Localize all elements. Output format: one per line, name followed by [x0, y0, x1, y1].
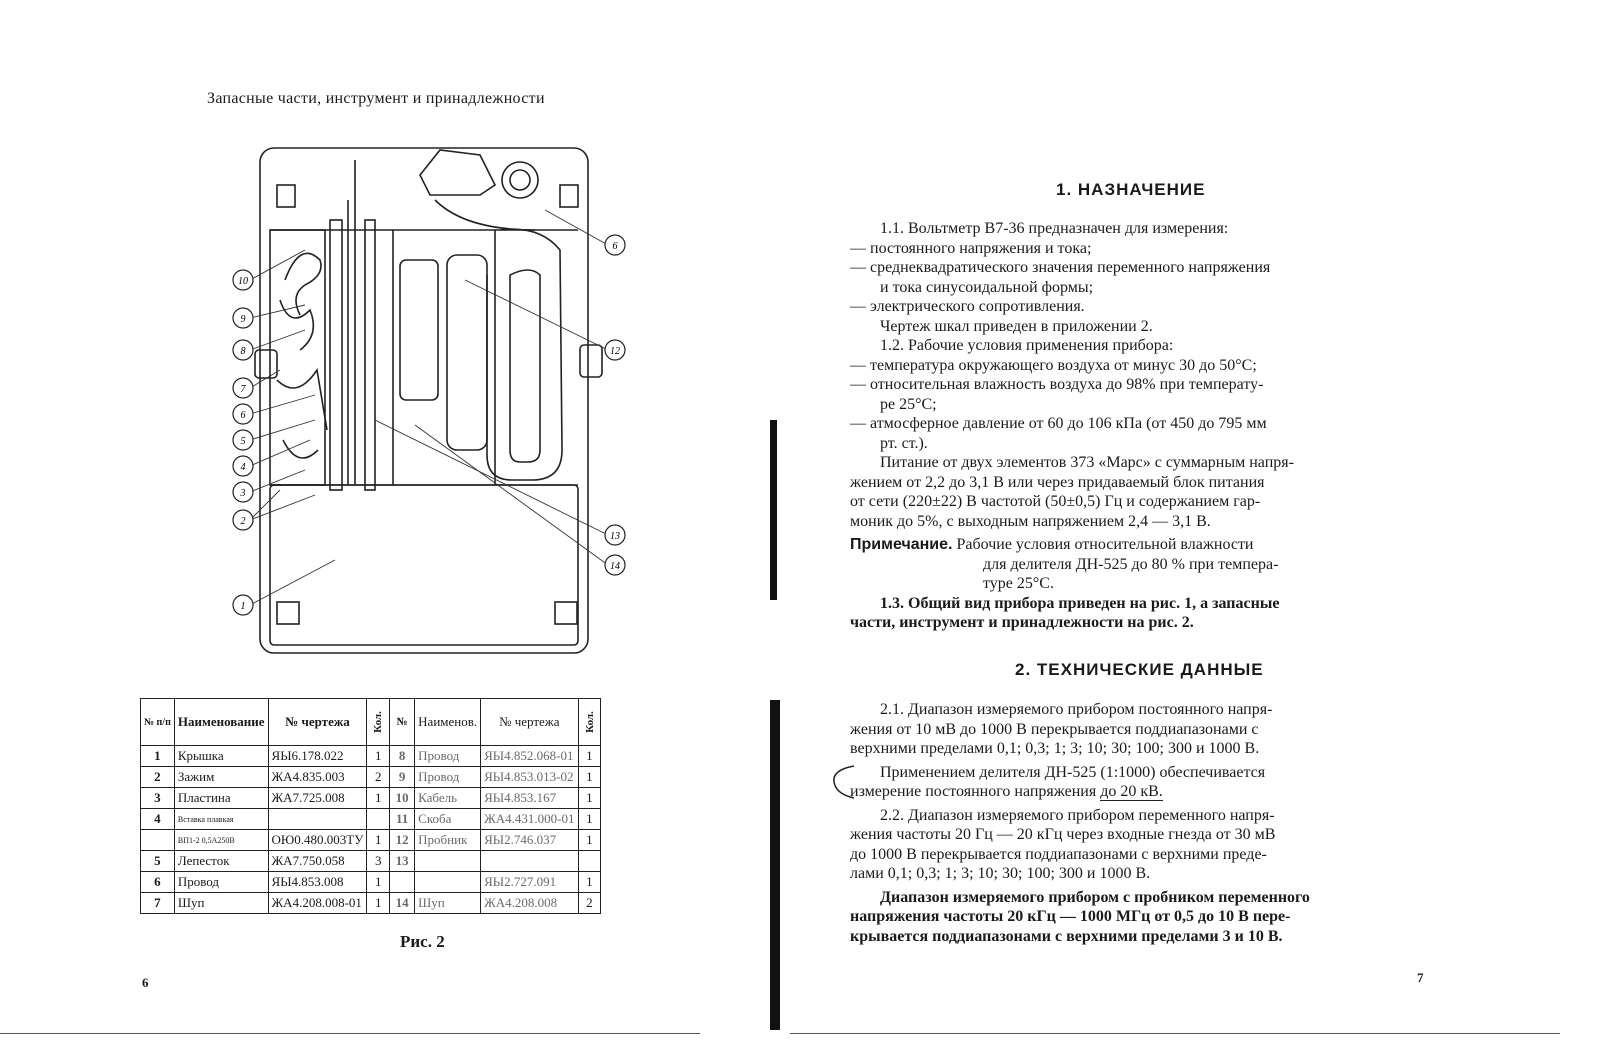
quantity: 2 [367, 767, 390, 788]
para-1-1: 1.1. Вольтметр В7-36 предназначен для измерения: [880, 220, 1229, 237]
section-1-title: 1. НАЗНАЧЕНИЕ [1056, 180, 1206, 199]
para-2-2-d: лами 0,1; 0,3; 1; 3; 10; 30; 100; 300 и 1000 В. [850, 865, 1151, 882]
callout-number: 13 [610, 531, 620, 542]
quantity-2: 1 [578, 830, 601, 851]
quantity: 1 [367, 872, 390, 893]
row-number-2: 14 [390, 893, 415, 914]
figure-caption: Рис. 2 [400, 932, 445, 951]
section-1-body [850, 219, 1430, 633]
part-name: Крышка [174, 746, 268, 767]
quantity-2: 1 [578, 872, 601, 893]
para-2-1-c: верхними пределами 0,1; 0,3; 1; 3; 10; 30; 100; 300 и 1000 В. [850, 740, 1260, 757]
part-name-2: Кабель [415, 788, 481, 809]
quantity-2: 2 [578, 893, 601, 914]
callout-number: 3 [240, 488, 246, 499]
dash-item-2-cont: и тока синусоидальной формы; [880, 278, 1094, 296]
para-2-1: 2.1. Диапазон измеряемого прибором постоянного напря- [880, 701, 1273, 718]
callout-number: 6 [240, 410, 246, 421]
row-number [141, 830, 175, 851]
para-2-2-b: жения частоты 20 Гц — 20 кГц через входные гнезда от 30 мВ [850, 826, 1276, 843]
table-row [141, 872, 601, 893]
quantity-2 [578, 851, 601, 872]
table-row [141, 893, 601, 914]
callout-number: 8 [240, 346, 246, 357]
note-text-1: Рабочие условия относительной влажности [956, 536, 1254, 553]
part-name: Лепесток [174, 851, 268, 872]
callout-number: 9 [240, 314, 246, 325]
callout-number: 1 [240, 601, 246, 612]
drawing-number: ЖА4.835.003 [268, 767, 367, 788]
quantity-2: 1 [578, 767, 601, 788]
callout-number: 12 [610, 346, 620, 357]
row-number: 2 [141, 767, 175, 788]
para-2-2-c: до 1000 В перекрывается поддиапазонами с верхними преде- [850, 845, 1267, 863]
row-number-2: 8 [390, 746, 415, 767]
drawing-number: ЖА7.725.008 [268, 788, 367, 809]
drawing-number-2: ЯЫ4.853.013-02 [481, 767, 578, 788]
left-page [0, 0, 780, 1059]
col-header-num: № п/п [141, 699, 175, 746]
para-2-2: 2.2. Диапазон измеряемого прибором переменного напря- [880, 806, 1275, 824]
section-2-body [850, 700, 1430, 946]
right-page [790, 0, 1600, 1059]
part-name-2: Скоба [415, 809, 481, 830]
spine-shadow [770, 420, 777, 600]
part-name-2: Пробник [415, 830, 481, 851]
part-name: Зажим [174, 767, 268, 788]
para-power-4: моник до 5%, с выходным напряжением 2,4 — 3,1 В. [850, 512, 1211, 530]
page-number-right: 7 [1417, 970, 1424, 985]
callout-number: 10 [238, 276, 248, 287]
note-line-3: туре 25°С. [983, 575, 1054, 592]
underlined-20kv: до 20 кВ. [1100, 783, 1163, 800]
row-number-2: 13 [390, 851, 415, 872]
col-header-drawing2: № чертежа [481, 699, 578, 746]
callout-number: 6 [612, 241, 618, 252]
drawing-number: ОЮ0.480.003ТУ [268, 830, 367, 851]
row-number: 6 [141, 872, 175, 893]
part-name-2 [415, 851, 481, 872]
para-power-1: Питание от двух элементов 373 «Марс» с суммарным напря- [880, 454, 1294, 471]
drawing-number-2: ЯЫ4.853.167 [481, 788, 578, 809]
col-header-qty: Кол. [367, 699, 390, 746]
drawing-number: ЖА7.750.058 [268, 851, 367, 872]
dash-item-5: — относительная влажность воздуха до 98% при температу- [850, 376, 1264, 393]
row-number-2: 12 [390, 830, 415, 851]
table-row [141, 809, 601, 830]
callout-number: 4 [240, 462, 246, 473]
page-number-left: 6 [142, 975, 149, 990]
callout-number: 2 [240, 516, 246, 527]
para-divider: Применением делителя ДН-525 (1:1000) обеспечивается [880, 763, 1266, 781]
part-name: ВП1-2 0,5А250В [174, 830, 268, 851]
quantity: 1 [367, 830, 390, 851]
part-name-2: Шуп [415, 893, 481, 914]
quantity [367, 809, 390, 830]
page-header: Запасные части, инструмент и принадлежности [207, 90, 545, 107]
quantity-2: 1 [578, 746, 601, 767]
col-header-qty2: Кол. [578, 699, 601, 746]
part-name: Провод [174, 872, 268, 893]
dash-item-6-cont: рт. ст.). [880, 434, 928, 452]
row-number-2 [390, 872, 415, 893]
col-header-num2: № [390, 699, 415, 746]
row-number: 7 [141, 893, 175, 914]
row-number: 3 [141, 788, 175, 809]
table-row [141, 851, 601, 872]
part-name-2 [415, 872, 481, 893]
dash-item-5-cont: ре 25°С; [880, 395, 937, 413]
dash-item-2: — среднеквадратического значения переменного напряжения [850, 259, 1271, 276]
drawing-number-2: ЯЫ2.746.037 [481, 830, 578, 851]
dash-item-4: — температура окружающего воздуха от минус 30 до 50°С; [850, 356, 1257, 374]
drawing-number-2 [481, 851, 578, 872]
para-divider-text: измерение постоянного напряжения [850, 783, 1101, 800]
col-header-drawing: № чертежа [268, 699, 367, 746]
dash-item-6: — атмосферное давление от 60 до 106 кПа (от 450 до 795 мм [850, 415, 1267, 432]
part-name-2: Провод [415, 746, 481, 767]
parts-table [140, 698, 601, 914]
note-label: Примечание. [850, 536, 953, 553]
note-line-2: для делителя ДН-525 до 80 % при темпера- [983, 555, 1279, 573]
drawing-number-2: ЖА4.431.000-01 [481, 809, 578, 830]
para-probe-c: крывается поддиапазонами с верхними пределами 3 и 10 В. [850, 927, 1283, 945]
dash-item-3: — электрического сопротивления. [850, 298, 1085, 315]
part-name: Вставка плавкая [174, 809, 268, 830]
row-number-2: 9 [390, 767, 415, 788]
drawing-number-2: ЯЫ2.727.091 [481, 872, 578, 893]
quantity-2: 1 [578, 788, 601, 809]
callout-number: 14 [610, 561, 620, 572]
callout-number: 5 [240, 436, 246, 447]
part-name: Шуп [174, 893, 268, 914]
part-name-2: Провод [415, 767, 481, 788]
handwritten-bracket-mark [828, 762, 858, 802]
part-name: Пластина [174, 788, 268, 809]
para-1-3: 1.3. Общий вид прибора приведен на рис. 1, а запасные [880, 594, 1280, 612]
row-number-2: 10 [390, 788, 415, 809]
para-scales: Чертеж шкал приведен в приложении 2. [880, 317, 1153, 335]
dash-item-1: — постоянного напряжения и тока; [850, 239, 1092, 257]
row-number: 4 [141, 809, 175, 830]
para-1-2: 1.2. Рабочие условия применения прибора: [880, 337, 1174, 354]
para-power-2: жением от 2,2 до 3,1 В или через придаваемый блок питания [850, 473, 1265, 491]
note-line-1 [850, 535, 1430, 555]
section-2-title: 2. ТЕХНИЧЕСКИЕ ДАННЫЕ [1015, 660, 1264, 679]
callout-number: 7 [240, 384, 246, 395]
para-probe: Диапазон измеряемого прибором с пробником переменного [880, 888, 1310, 906]
table-row [141, 788, 601, 809]
table-row [141, 746, 601, 767]
quantity-2: 1 [578, 809, 601, 830]
quantity: 1 [367, 746, 390, 767]
table-row [141, 767, 601, 788]
drawing-number-2: ЖА4.208.008 [481, 893, 578, 914]
drawing-number-2: ЯЫ4.852.068-01 [481, 746, 578, 767]
drawing-number: ЯЫ6.178.022 [268, 746, 367, 767]
drawing-number: ЯЫ4.853.008 [268, 872, 367, 893]
quantity: 1 [367, 788, 390, 809]
table-row [141, 830, 601, 851]
drawing-number: ЖА4.208.008-01 [268, 893, 367, 914]
row-number: 5 [141, 851, 175, 872]
spine-shadow-lower [770, 700, 780, 1030]
para-1-3-cont: части, инструмент и принадлежности на рис. 2. [850, 614, 1194, 631]
para-probe-b: напряжения частоты 20 кГц — 1000 МГц от 0,5 до 10 В пере- [850, 908, 1291, 925]
quantity: 1 [367, 893, 390, 914]
para-2-1-b: жения от 10 мВ до 1000 В перекрывается поддиапазонами с [850, 720, 1259, 738]
row-number-2: 11 [390, 809, 415, 830]
quantity: 3 [367, 851, 390, 872]
col-header-name: Наименование [174, 699, 268, 746]
spare-parts-figure [215, 140, 635, 660]
bottom-rule-left [0, 1033, 700, 1034]
row-number: 1 [141, 746, 175, 767]
para-power-3: от сети (220±22) В частотой (50±0,5) Гц и содержанием гар- [850, 493, 1261, 510]
drawing-number [268, 809, 367, 830]
para-divider-cont [850, 782, 1430, 802]
col-header-name2: Наименов. [415, 699, 481, 746]
